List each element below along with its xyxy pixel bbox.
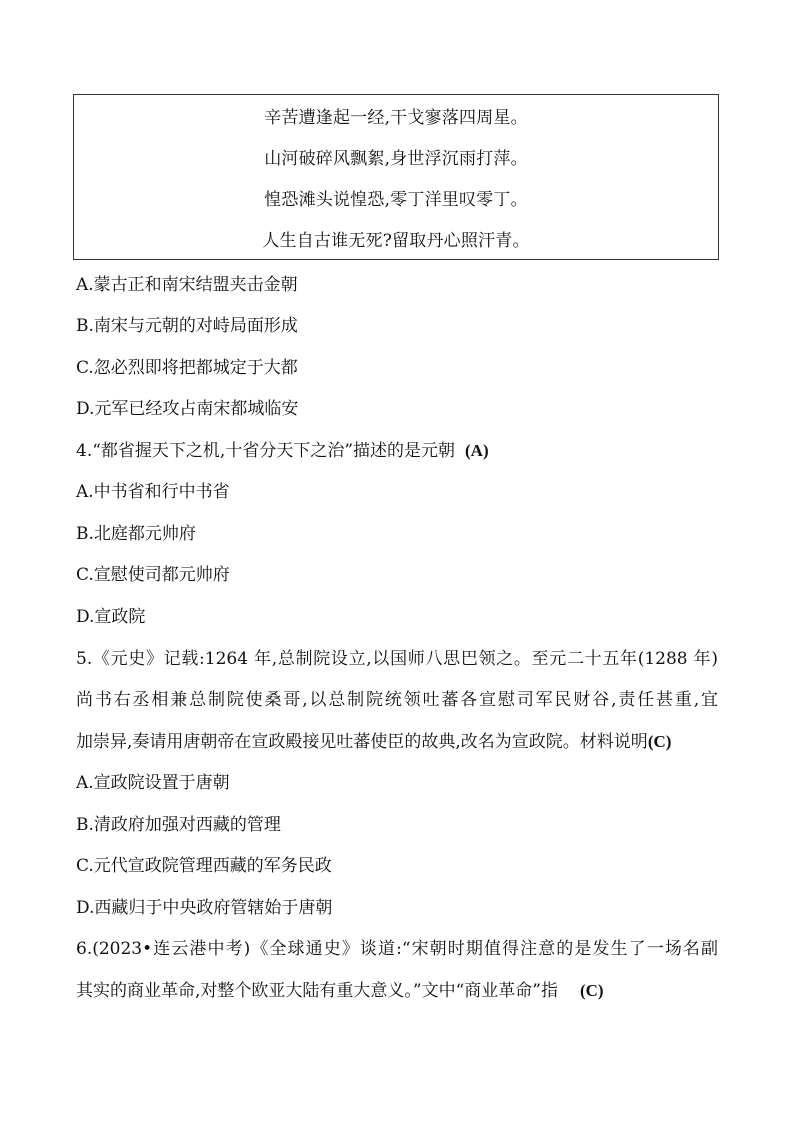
q3-option-c: C.忽必烈即将把都城定于大都 [76, 358, 298, 378]
q3-option-b: B.南宋与元朝的对峙局面形成 [76, 316, 298, 336]
q6-stem-line-1: 6.(2023•连云港中考)《全球通史》谈道:“宋朝时期值得注意的是发生了一场名副 [76, 939, 718, 959]
q6-stem-line-2-text: 其实的商业革命,对整个欧亚大陆有重大意义。”文中“商业革命”指 [76, 981, 558, 1001]
q5-option-c: C.元代宣政院管理西藏的军务民政 [76, 856, 332, 876]
q4-answer: (A) [465, 441, 489, 460]
poem-box [73, 94, 719, 260]
poem-line-3: 惶恐滩头说惶恐,零丁洋里叹零丁。 [264, 190, 528, 210]
poem-line-4: 人生自古谁无死?留取丹心照汗青。 [262, 231, 530, 251]
q5-answer: (C) [647, 732, 672, 751]
poem-line-1: 辛苦遭逢起一经,干戈寥落四周星。 [264, 108, 528, 128]
q4-option-d: D.宣政院 [76, 607, 146, 627]
q6-stem-line-2 [76, 981, 604, 1001]
q5-stem-line-1: 5.《元史》记载:1264 年,总制院设立,以国师八思巴领之。至元二十五年(1288 年) [76, 649, 718, 669]
q5-option-b: B.清政府加强对西藏的管理 [76, 815, 281, 835]
q5-option-a: A.宣政院设置于唐朝 [76, 773, 230, 793]
q4-option-c: C.宣慰使司都元帅府 [76, 565, 230, 585]
q4-option-b: B.北庭都元帅府 [76, 524, 196, 544]
q4-stem [76, 441, 489, 461]
q4-stem-text: 4.“都省握天下之机,十省分天下之治”描述的是元朝 [76, 441, 456, 461]
q5-option-d: D.西藏归于中央政府管辖始于唐朝 [76, 898, 333, 918]
q5-stem-line-3 [76, 732, 671, 752]
q3-option-a: A.蒙古正和南宋结盟夹击金朝 [76, 275, 298, 295]
q5-stem-line-3-text: 加崇异,奏请用唐朝帝在宣政殿接见吐蕃使臣的故典,改名为宣政院。材料说明 [76, 732, 648, 752]
poem-line-2: 山河破碎风飘絮,身世浮沉雨打萍。 [264, 149, 528, 169]
q6-answer: (C) [579, 981, 604, 1000]
q4-option-a: A.中书省和行中书省 [76, 482, 230, 502]
q5-stem-line-2: 尚书右丞相兼总制院使桑哥,以总制院统领吐蕃各宣慰司军民财谷,责任甚重,宜 [76, 690, 718, 710]
q3-option-d: D.元军已经攻占南宋都城临安 [76, 399, 299, 419]
